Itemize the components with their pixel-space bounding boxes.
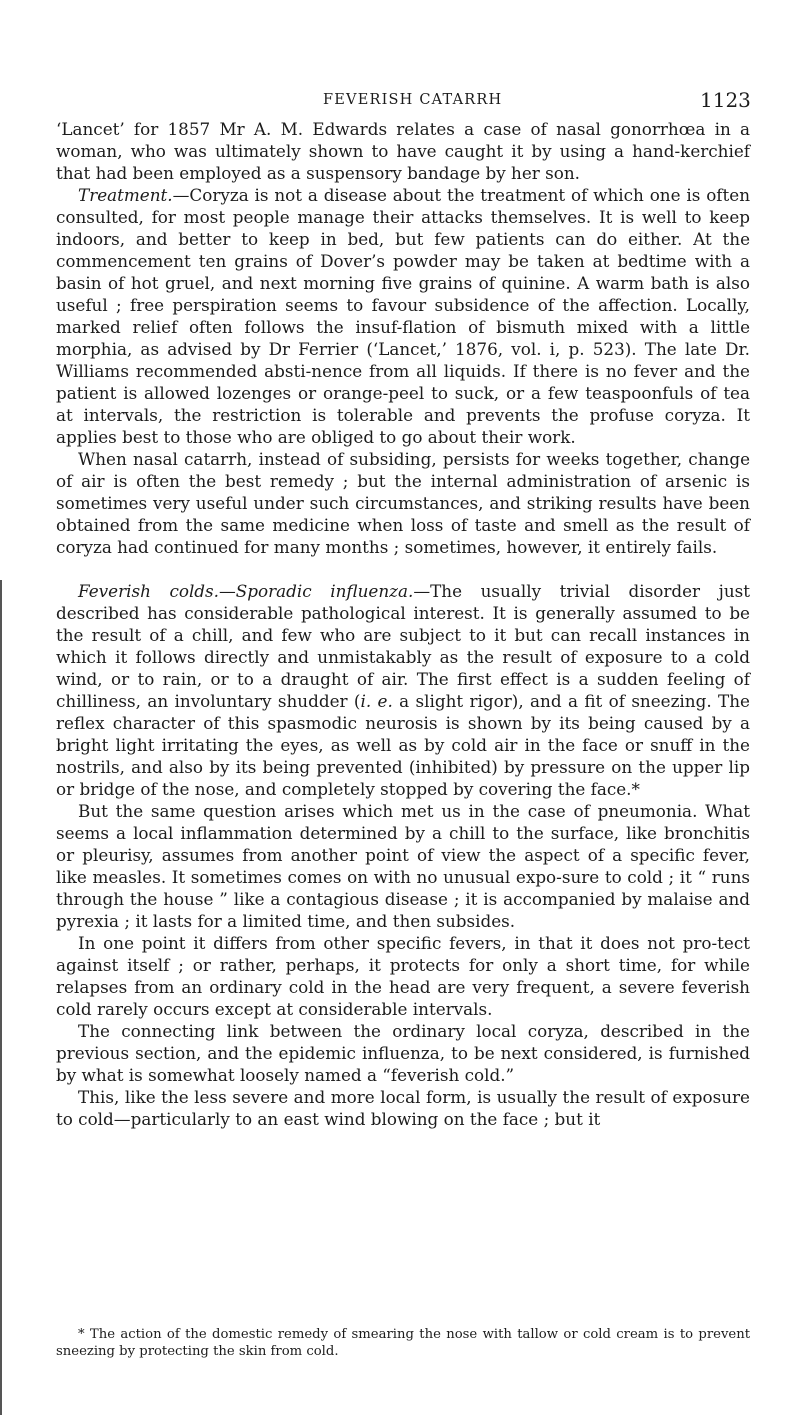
paragraph-chronic-catarrh: When nasal catarrh, instead of subsiding, persists for weeks together, change of air is often the best remedy ; but the internal administration of arsenic is sometimes very useful under such circumstances, and striking results have been obtained from the same medicine when loss of taste and smell as the result of coryza had continued for many months ; sometimes, however, it entirely fails. bbox=[56, 449, 750, 557]
body-text bbox=[56, 118, 750, 1130]
running-title: FEVERISH CATARRH bbox=[323, 92, 503, 108]
page-number: 1123 bbox=[700, 88, 751, 112]
paragraph-treatment: Treatment.—Coryza is not a disease about the treatment of which one is often consulted, for most people manage their attacks themselves. It is well to keep indoors, and better to keep in bed, but few patients can do either. At the commencement ten grains of Dover’s powder may be taken at bedtime with a basin of hot gruel, and next morning five grains of quinine. A warm bath is also useful ; free perspiration seems to favour subsidence of the affection. Locally, marked relief often follows the insuf-flation of bismuth mixed with a little morphia, as advised by Dr Ferrier (‘Lancet,’ 1876, vol. i, p. 523). The late Dr. Williams recommended absti-nence from all liquids. If there is no fever and the patient is allowed lozenges or orange-peel to suck, or a few teaspoonfuls of tea at intervals, the restriction is tolerable and prevents the profuse coryza. It applies best to those who are obliged to go about their work. bbox=[56, 185, 750, 447]
paragraph-relapses: In one point it differs from other specific fevers, in that it does not pro-tect against itself ; or rather, perhaps, it protects for only a short time, for while relapses from an ordinary cold in the head are very frequent, a severe feverish cold rarely occurs except at considerable intervals. bbox=[56, 933, 750, 1019]
section-heading-feverish-colds: Feverish colds. bbox=[78, 581, 219, 601]
paragraph-lancet-case: ‘Lancet’ for 1857 Mr A. M. Edwards relates a case of nasal gonorrhœa in a woman, who was ultimately shown to have caught it by using a hand-kerchief that had been employed as a suspensory bandage by her son. bbox=[56, 119, 750, 183]
section-subheading-sporadic-influenza: Sporadic influenza. bbox=[235, 581, 414, 601]
paragraph-connecting-link: The connecting link between the ordinary local coryza, described in the previous section, and the epidemic influenza, to be next considered, is furnished by what is somewhat loosely named a “feverish cold.” bbox=[56, 1021, 750, 1085]
paragraph-exposure: This, like the less severe and more local form, is usually the result of exposure to cold—particularly to an east wind blowing on the face ; but it bbox=[56, 1087, 750, 1129]
paragraph-feverish-colds: Feverish colds.—Sporadic influenza.—The usually trivial disorder just described has considerable pathological interest. It is generally assumed to be the result of a chill, and few who are subject to it but can recall instances in which it follows directly and unmistakably as the result of exposure to a cold wind, or to rain, or to a draught of air. The first effect is a sudden feeling of chilliness, an involuntary shudder (i. e. a slight rigor), and a fit of sneezing. The reflex character of this spasmodic neurosis is shown by its being caused by a bright light irritating the eyes, as well as by cold air in the face or snuff in the nostrils, and also by its being prevented (inhibited) by pressure on the upper lip or bridge of the nose, and completely stopped by covering the face.* bbox=[56, 581, 750, 799]
footnote: * The action of the domestic remedy of smearing the nose with tallow or cold cream is to prevent sneezing by protecting the skin from cold. bbox=[56, 1327, 750, 1359]
section-heading-treatment: Treatment. bbox=[78, 185, 173, 205]
paragraph-specific-fever: But the same question arises which met us in the case of pneumonia. What seems a local inflammation determined by a chill to the surface, like bronchitis or pleurisy, assumes from another point of view the aspect of a specific fever, like measles. It sometimes comes on with no unusual expo-sure to cold ; it “ runs through the house ” like a contagious disease ; it is accompanied by malaise and pyrexia ; it lasts for a limited time, and then subsides. bbox=[56, 801, 750, 931]
page-binding-edge bbox=[0, 580, 2, 1415]
running-header bbox=[0, 88, 800, 114]
